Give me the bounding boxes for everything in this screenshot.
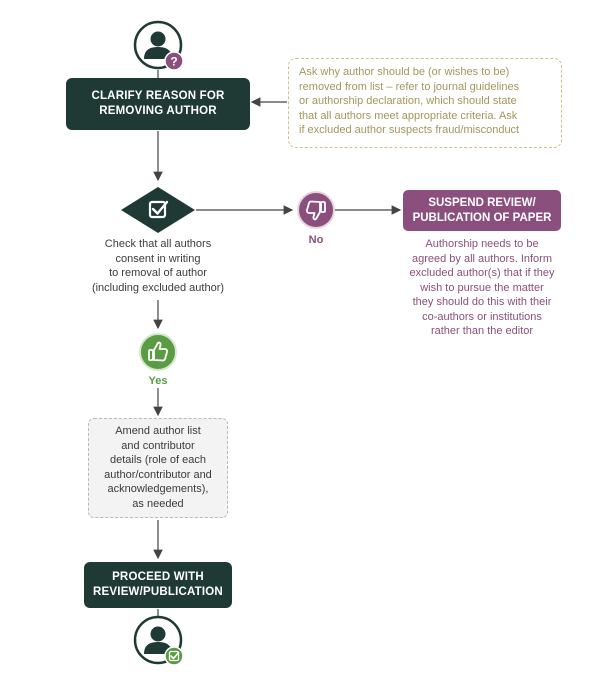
amend-line-6: as needed (132, 497, 184, 510)
consent-decision-diamond (120, 186, 196, 234)
check-line-4: (including excluded author) (91, 281, 225, 294)
thumbs-up-icon (138, 332, 178, 372)
note-line-3: or authorship declaration, which should state (299, 95, 517, 107)
suspend-text-line-1: Authorship needs to be (425, 238, 539, 250)
clarify-line-1: CLARIFY REASON FOR (91, 90, 225, 102)
amend-line-1: Amend author list (115, 425, 201, 437)
note-line-1: Ask why author should be (or wishes to be) (299, 66, 510, 78)
author-approved-icon (133, 615, 185, 667)
proceed-line-1: PROCEED WITH (112, 571, 204, 583)
check-line-3: to removal of author (109, 267, 207, 279)
amend-line-5: acknowledgements), (107, 483, 209, 495)
ask-why-note (288, 58, 562, 148)
suspend-review-box (403, 190, 561, 231)
proceed-review-box (84, 562, 232, 608)
note-line-2: removed from list – refer to journal guidelines (299, 80, 520, 93)
amend-line-3: details (role of each (110, 454, 206, 466)
suspend-text-line-3: excluded author(s) that if they (409, 267, 555, 279)
author-question-icon (133, 20, 185, 72)
yes-label: Yes (148, 375, 168, 387)
suspend-explanation-text (390, 237, 574, 339)
suspend-line-2: PUBLICATION OF PAPER (412, 211, 552, 224)
clarify-reason-box (66, 78, 250, 130)
suspend-text-line-4: wish to pursue the matter (420, 281, 544, 294)
no-label: No (308, 234, 324, 246)
thumbs-down-icon (296, 190, 336, 230)
suspend-text-line-6: co-authors or institutions (422, 310, 542, 323)
amend-author-list-box (88, 418, 228, 518)
svg-text:?: ? (170, 54, 178, 69)
suspend-text-line-2: agreed by all authors. Inform (411, 252, 553, 265)
check-line-2: consent in writing (115, 252, 201, 265)
check-consent-text (70, 237, 246, 295)
amend-line-4: author/contributor and (104, 468, 212, 481)
suspend-text-line-7: rather than the editor (430, 325, 534, 337)
suspend-text-line-5: they should do this with their (412, 296, 552, 308)
note-line-4: that all authors meet appropriate criteria. Ask (299, 109, 518, 122)
proceed-line-2: REVIEW/PUBLICATION (93, 586, 223, 598)
clarify-line-2: REMOVING AUTHOR (99, 105, 217, 117)
suspend-line-1: SUSPEND REVIEW/ (428, 196, 536, 209)
amend-line-2: and contributor (121, 439, 195, 452)
check-line-1: Check that all authors (104, 238, 212, 250)
note-line-5: if excluded author suspects fraud/misconduct (299, 124, 520, 136)
